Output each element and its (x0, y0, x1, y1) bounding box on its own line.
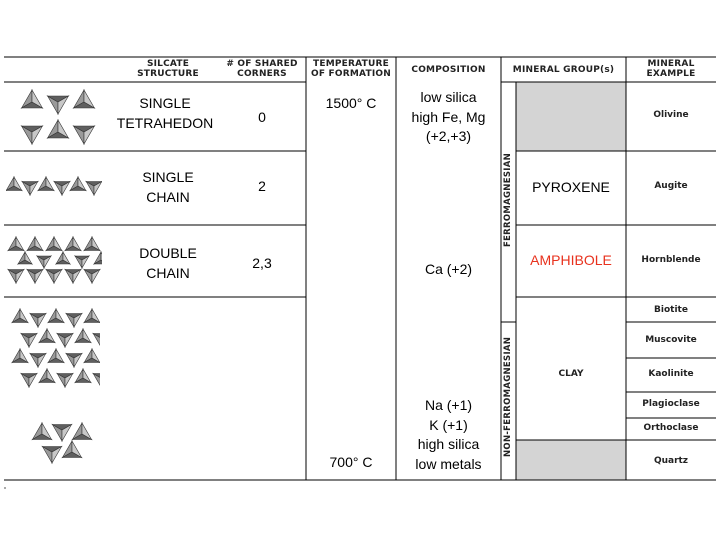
label-non-ferromagnesian: NON-FERROMAGNESIAN (503, 336, 513, 457)
header-composition: COMPOSITION (411, 65, 486, 75)
example-biotite: Biotite (654, 305, 688, 315)
composition-mid: Ca (+2) (424, 261, 473, 277)
structure-label-single-tetrahedon: SINGLE TETRAHEDON (116, 95, 214, 131)
example-kaolinite: Kaolinite (648, 369, 694, 379)
structure-label-single-chain: SINGLE CHAIN (142, 169, 194, 205)
corners-single-chain: 2 (258, 178, 266, 194)
sheet-illustration (10, 308, 100, 388)
corners-single-tetrahedon: 0 (258, 109, 266, 125)
double-chain-illustration (6, 232, 102, 288)
shaded-cell-bottom (516, 440, 626, 480)
structure-label-double-chain: DOUBLE CHAIN (139, 245, 197, 281)
group-pyroxene: PYROXENE (532, 179, 610, 195)
example-muscovite: Muscovite (645, 335, 697, 345)
temperature-low: 700° C (329, 454, 373, 470)
framework-illustration (28, 418, 98, 468)
example-quartz: Quartz (653, 456, 689, 466)
shaded-cell-top (516, 82, 626, 151)
single-tetrahedon-illustration (18, 88, 98, 148)
header-group: MINERAL GROUP(s) (512, 65, 615, 75)
label-ferromagnesian: FERROMAGNESIAN (503, 152, 513, 248)
single-chain-illustration (6, 166, 102, 206)
header-corners: # OF SHARED CORNERS (226, 59, 298, 80)
temperature-high: 1500° C (325, 95, 377, 111)
corners-double-chain: 2,3 (252, 255, 272, 271)
example-orthoclase: Orthoclase (643, 423, 699, 433)
header-temperature: TEMPERATURE OF FORMATION (311, 59, 391, 80)
group-clay: CLAY (558, 369, 584, 379)
example-augite: Augite (654, 181, 688, 191)
example-olivine: Olivine (653, 110, 689, 120)
group-amphibole: AMPHIBOLE (530, 252, 612, 268)
example-plagioclase: Plagioclase (642, 399, 700, 409)
composition-top: low silica high Fe, Mg (+2,+3) (411, 89, 486, 145)
example-hornblende: Hornblende (641, 255, 701, 265)
header-structure: SILCATE STRUCTURE (137, 59, 199, 80)
header-example: MINERAL EXAMPLE (646, 59, 696, 80)
composition-bottom: Na (+1) K (+1) high silica low metals (415, 397, 482, 472)
